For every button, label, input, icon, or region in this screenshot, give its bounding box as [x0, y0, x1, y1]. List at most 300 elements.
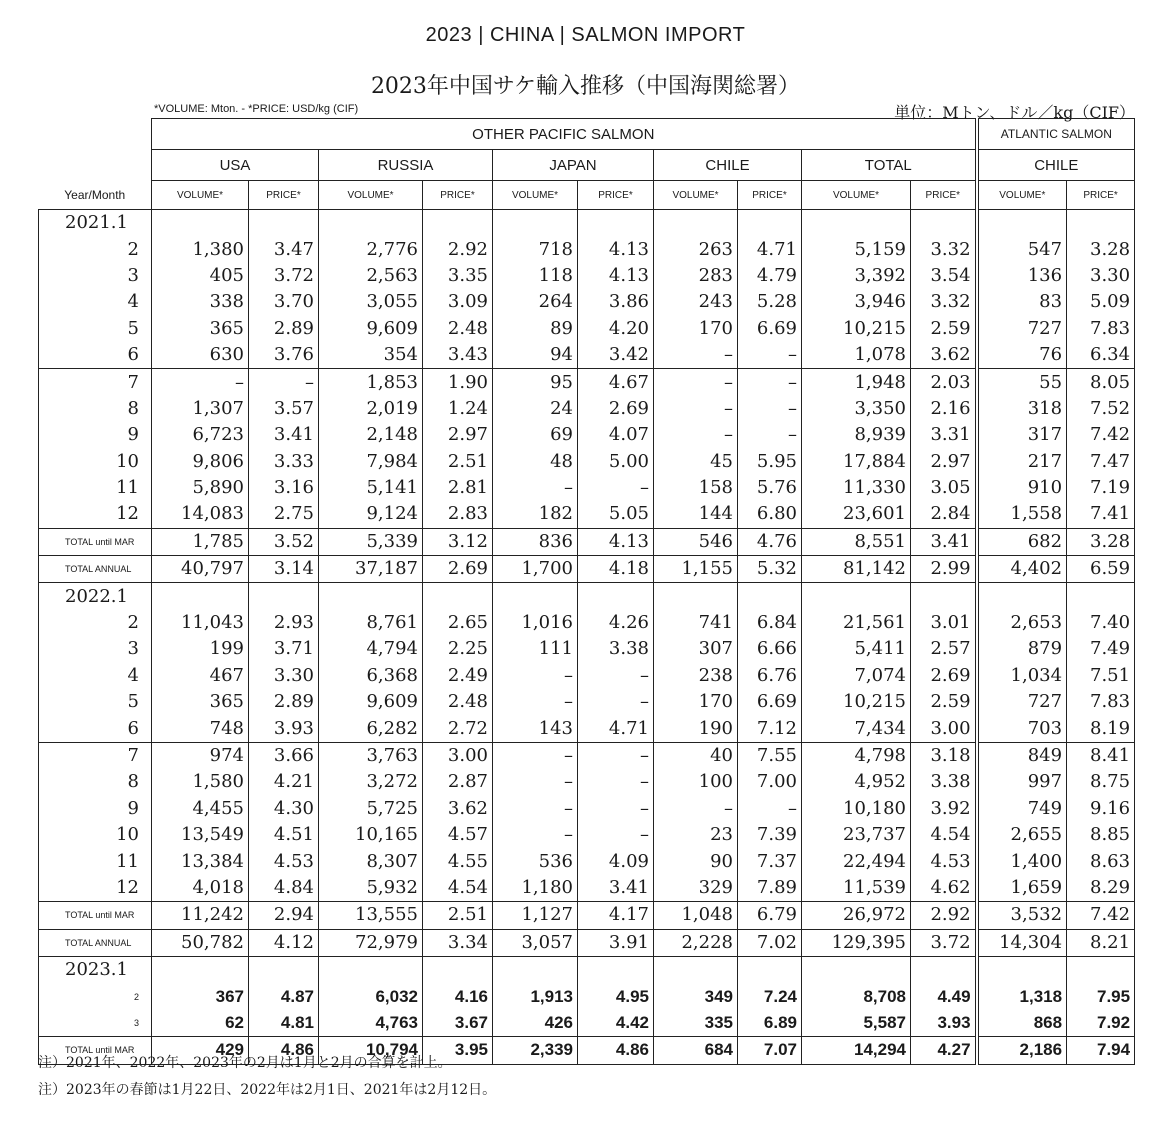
- price-cell: [1067, 956, 1135, 983]
- price-cell: –: [738, 396, 802, 422]
- volume-cell: 1,400: [977, 848, 1067, 874]
- price-cell: 3.35: [423, 263, 493, 289]
- price-cell: 4.42: [578, 1010, 654, 1037]
- price-cell: 3.16: [249, 475, 319, 501]
- volume-cell: –: [493, 769, 578, 795]
- volume-cell: 749: [977, 796, 1067, 822]
- volume-cell: 703: [977, 715, 1067, 742]
- volume-cell: 48: [493, 449, 578, 475]
- price-cell: [249, 583, 319, 610]
- price-cell: [578, 956, 654, 983]
- price-cell: 2.81: [423, 475, 493, 501]
- volume-cell: 718: [493, 236, 578, 262]
- price-cell: 6.59: [1067, 556, 1135, 583]
- header-volume: VOLUME*: [654, 181, 738, 210]
- price-cell: 7.51: [1067, 663, 1135, 689]
- volume-cell: 45: [654, 449, 738, 475]
- table-row: [39, 689, 1135, 715]
- volume-cell: 405: [152, 263, 249, 289]
- volume-cell: 243: [654, 289, 738, 315]
- price-cell: 8.41: [1067, 742, 1135, 769]
- volume-cell: 8,761: [319, 610, 423, 636]
- table-row: [39, 636, 1135, 662]
- price-cell: –: [578, 663, 654, 689]
- price-cell: 2.83: [423, 501, 493, 528]
- table-row: [39, 956, 1135, 983]
- table-row: [39, 983, 1135, 1009]
- volume-cell: 11,242: [152, 902, 249, 929]
- volume-cell: 23: [654, 822, 738, 848]
- price-cell: 3.43: [423, 342, 493, 369]
- price-cell: 7.12: [738, 715, 802, 742]
- price-cell: 2.65: [423, 610, 493, 636]
- price-cell: [423, 210, 493, 237]
- price-cell: 6.80: [738, 501, 802, 528]
- row-label: 8: [39, 396, 152, 422]
- volume-cell: 1,034: [977, 663, 1067, 689]
- volume-cell: 836: [493, 528, 578, 555]
- price-cell: 3.42: [578, 342, 654, 369]
- price-cell: 2.72: [423, 715, 493, 742]
- header-price: PRICE*: [738, 181, 802, 210]
- price-cell: [578, 583, 654, 610]
- price-cell: 2.51: [423, 902, 493, 929]
- price-cell: 4.13: [578, 528, 654, 555]
- price-cell: 8.21: [1067, 929, 1135, 956]
- price-cell: 7.07: [738, 1037, 802, 1064]
- price-cell: 3.95: [423, 1037, 493, 1064]
- price-cell: 2.97: [911, 449, 977, 475]
- price-cell: 2.99: [911, 556, 977, 583]
- volume-cell: 158: [654, 475, 738, 501]
- volume-cell: 6,032: [319, 983, 423, 1009]
- row-label: 12: [39, 875, 152, 902]
- price-cell: [423, 956, 493, 983]
- price-cell: 8.19: [1067, 715, 1135, 742]
- volume-cell: 26,972: [802, 902, 911, 929]
- price-cell: 5.00: [578, 449, 654, 475]
- row-label: 10: [39, 822, 152, 848]
- volume-cell: 3,055: [319, 289, 423, 315]
- volume-cell: 76: [977, 342, 1067, 369]
- volume-cell: 14,083: [152, 501, 249, 528]
- volume-cell: 10,215: [802, 316, 911, 342]
- volume-cell: 13,549: [152, 822, 249, 848]
- price-cell: 4.53: [249, 848, 319, 874]
- price-cell: 7.52: [1067, 396, 1135, 422]
- volume-cell: 367: [152, 983, 249, 1009]
- volume-cell: 682: [977, 528, 1067, 555]
- volume-cell: [152, 210, 249, 237]
- footnotes: [38, 1050, 496, 1104]
- table-row: [39, 556, 1135, 583]
- price-cell: 3.67: [423, 1010, 493, 1037]
- volume-cell: 13,555: [319, 902, 423, 929]
- price-cell: [738, 583, 802, 610]
- price-cell: 3.70: [249, 289, 319, 315]
- volume-cell: 55: [977, 369, 1067, 396]
- price-cell: 4.62: [911, 875, 977, 902]
- price-cell: 4.71: [738, 236, 802, 262]
- price-cell: 7.40: [1067, 610, 1135, 636]
- volume-cell: 190: [654, 715, 738, 742]
- header-group-pacific: OTHER PACIFIC SALMON: [152, 119, 977, 150]
- row-label: 3: [39, 636, 152, 662]
- price-cell: 4.54: [911, 822, 977, 848]
- price-cell: 3.54: [911, 263, 977, 289]
- price-cell: 4.55: [423, 848, 493, 874]
- price-cell: 4.86: [578, 1037, 654, 1064]
- volume-cell: 10,794: [319, 1037, 423, 1064]
- price-cell: 7.41: [1067, 501, 1135, 528]
- price-cell: [423, 583, 493, 610]
- volume-cell: –: [152, 369, 249, 396]
- volume-cell: 4,798: [802, 742, 911, 769]
- row-label: 2021.1: [39, 210, 152, 237]
- price-cell: 6.69: [738, 316, 802, 342]
- volume-cell: 868: [977, 1010, 1067, 1037]
- volume-cell: 5,725: [319, 796, 423, 822]
- row-label: 4: [39, 663, 152, 689]
- price-cell: 3.28: [1067, 528, 1135, 555]
- header-country-chile: CHILE: [654, 150, 802, 181]
- table-row: [39, 1010, 1135, 1037]
- price-cell: 4.16: [423, 983, 493, 1009]
- volume-cell: 199: [152, 636, 249, 662]
- table-row: [39, 796, 1135, 822]
- volume-cell: 1,155: [654, 556, 738, 583]
- volume-cell: 1,180: [493, 875, 578, 902]
- price-cell: 7.95: [1067, 983, 1135, 1009]
- header-country-total: TOTAL: [802, 150, 977, 181]
- price-cell: 7.42: [1067, 422, 1135, 448]
- volume-cell: 546: [654, 528, 738, 555]
- price-cell: 4.51: [249, 822, 319, 848]
- price-cell: 8.85: [1067, 822, 1135, 848]
- table-row: [39, 875, 1135, 902]
- price-cell: 2.57: [911, 636, 977, 662]
- price-cell: 3.41: [249, 422, 319, 448]
- price-cell: 9.16: [1067, 796, 1135, 822]
- volume-cell: 69: [493, 422, 578, 448]
- price-cell: 4.67: [578, 369, 654, 396]
- price-cell: 2.94: [249, 902, 319, 929]
- volume-cell: 9,609: [319, 316, 423, 342]
- volume-cell: 1,380: [152, 236, 249, 262]
- volume-cell: 83: [977, 289, 1067, 315]
- volume-cell: [802, 210, 911, 237]
- price-cell: 1.90: [423, 369, 493, 396]
- price-cell: 7.24: [738, 983, 802, 1009]
- volume-cell: 14,294: [802, 1037, 911, 1064]
- price-cell: 1.24: [423, 396, 493, 422]
- volume-cell: 2,563: [319, 263, 423, 289]
- volume-cell: 14,304: [977, 929, 1067, 956]
- table-row: [39, 769, 1135, 795]
- volume-cell: 3,392: [802, 263, 911, 289]
- price-cell: 4.12: [249, 929, 319, 956]
- row-label: 4: [39, 289, 152, 315]
- table-row: [39, 663, 1135, 689]
- volume-cell: 3,057: [493, 929, 578, 956]
- price-cell: [738, 210, 802, 237]
- volume-cell: 5,890: [152, 475, 249, 501]
- row-label: 5: [39, 689, 152, 715]
- volume-cell: 1,318: [977, 983, 1067, 1009]
- volume-cell: 329: [654, 875, 738, 902]
- volume-cell: 1,659: [977, 875, 1067, 902]
- table-row: [39, 715, 1135, 742]
- volume-cell: 547: [977, 236, 1067, 262]
- volume-cell: 684: [654, 1037, 738, 1064]
- price-cell: 3.76: [249, 342, 319, 369]
- table-row: [39, 610, 1135, 636]
- volume-cell: 467: [152, 663, 249, 689]
- volume-cell: 8,307: [319, 848, 423, 874]
- price-cell: 7.49: [1067, 636, 1135, 662]
- volume-cell: 22,494: [802, 848, 911, 874]
- volume-cell: 879: [977, 636, 1067, 662]
- price-cell: 3.93: [249, 715, 319, 742]
- price-cell: 7.00: [738, 769, 802, 795]
- price-cell: [911, 956, 977, 983]
- row-label: 9: [39, 422, 152, 448]
- price-cell: 2.69: [423, 556, 493, 583]
- row-label: 12: [39, 501, 152, 528]
- volume-cell: 89: [493, 316, 578, 342]
- price-cell: –: [578, 822, 654, 848]
- row-label: 5: [39, 316, 152, 342]
- volume-cell: 23,601: [802, 501, 911, 528]
- price-cell: 4.71: [578, 715, 654, 742]
- price-cell: 4.76: [738, 528, 802, 555]
- volume-cell: 974: [152, 742, 249, 769]
- volume-cell: 10,165: [319, 822, 423, 848]
- row-label: 2023.1: [39, 956, 152, 983]
- price-cell: 7.19: [1067, 475, 1135, 501]
- volume-cell: 727: [977, 316, 1067, 342]
- header-price: PRICE*: [249, 181, 319, 210]
- price-cell: 4.84: [249, 875, 319, 902]
- volume-cell: 37,187: [319, 556, 423, 583]
- price-cell: 3.00: [423, 742, 493, 769]
- volume-cell: 13,384: [152, 848, 249, 874]
- row-label: 11: [39, 848, 152, 874]
- volume-cell: 1,127: [493, 902, 578, 929]
- price-cell: 4.53: [911, 848, 977, 874]
- price-cell: 3.38: [578, 636, 654, 662]
- price-cell: [911, 210, 977, 237]
- volume-cell: 10,180: [802, 796, 911, 822]
- price-cell: 2.89: [249, 689, 319, 715]
- price-cell: 4.13: [578, 263, 654, 289]
- volume-cell: [152, 583, 249, 610]
- volume-cell: 3,946: [802, 289, 911, 315]
- volume-cell: 10,215: [802, 689, 911, 715]
- volume-cell: 8,708: [802, 983, 911, 1009]
- volume-cell: 536: [493, 848, 578, 874]
- header-price: PRICE*: [423, 181, 493, 210]
- volume-cell: 11,539: [802, 875, 911, 902]
- price-cell: 4.57: [423, 822, 493, 848]
- volume-cell: 1,785: [152, 528, 249, 555]
- price-cell: 4.49: [911, 983, 977, 1009]
- price-cell: 3.14: [249, 556, 319, 583]
- volume-cell: 1,580: [152, 769, 249, 795]
- volume-cell: 24: [493, 396, 578, 422]
- volume-cell: 317: [977, 422, 1067, 448]
- price-cell: 4.30: [249, 796, 319, 822]
- volume-cell: 3,532: [977, 902, 1067, 929]
- volume-cell: 2,655: [977, 822, 1067, 848]
- header-group-atlantic: ATLANTIC SALMON: [977, 119, 1135, 150]
- table-row: [39, 316, 1135, 342]
- volume-cell: 5,159: [802, 236, 911, 262]
- price-cell: 8.29: [1067, 875, 1135, 902]
- price-cell: 3.91: [578, 929, 654, 956]
- volume-cell: 72,979: [319, 929, 423, 956]
- row-label: 3: [39, 1010, 152, 1037]
- volume-cell: [654, 583, 738, 610]
- table-row: [39, 742, 1135, 769]
- header-volume: VOLUME*: [152, 181, 249, 210]
- header-price: PRICE*: [911, 181, 977, 210]
- volume-cell: 9,124: [319, 501, 423, 528]
- volume-cell: 143: [493, 715, 578, 742]
- volume-cell: 8,939: [802, 422, 911, 448]
- price-cell: 4.18: [578, 556, 654, 583]
- volume-cell: 95: [493, 369, 578, 396]
- row-label: 7: [39, 369, 152, 396]
- table-row: [39, 929, 1135, 956]
- header-volume: VOLUME*: [977, 181, 1067, 210]
- price-cell: 8.75: [1067, 769, 1135, 795]
- row-label: TOTAL until MAR: [39, 528, 152, 555]
- price-cell: 7.47: [1067, 449, 1135, 475]
- volume-cell: 1,948: [802, 369, 911, 396]
- row-label: 8: [39, 769, 152, 795]
- price-cell: 4.17: [578, 902, 654, 929]
- price-cell: 2.84: [911, 501, 977, 528]
- volume-cell: –: [654, 369, 738, 396]
- price-cell: 2.59: [911, 316, 977, 342]
- table-row: [39, 236, 1135, 262]
- price-cell: 3.31: [911, 422, 977, 448]
- volume-cell: 2,228: [654, 929, 738, 956]
- volume-cell: 4,455: [152, 796, 249, 822]
- volume-cell: 318: [977, 396, 1067, 422]
- row-label: 2: [39, 983, 152, 1009]
- price-cell: 6.76: [738, 663, 802, 689]
- row-label: 2022.1: [39, 583, 152, 610]
- price-cell: –: [738, 422, 802, 448]
- volume-cell: [319, 210, 423, 237]
- price-cell: 5.76: [738, 475, 802, 501]
- volume-cell: 365: [152, 689, 249, 715]
- price-cell: 5.09: [1067, 289, 1135, 315]
- price-cell: 2.92: [423, 236, 493, 262]
- volume-cell: 2,148: [319, 422, 423, 448]
- price-cell: 2.49: [423, 663, 493, 689]
- volume-cell: 1,913: [493, 983, 578, 1009]
- price-cell: 4.81: [249, 1010, 319, 1037]
- price-cell: [738, 956, 802, 983]
- row-label: 7: [39, 742, 152, 769]
- price-cell: 4.27: [911, 1037, 977, 1064]
- volume-cell: 5,411: [802, 636, 911, 662]
- volume-cell: 40,797: [152, 556, 249, 583]
- price-cell: 3.05: [911, 475, 977, 501]
- volume-cell: 910: [977, 475, 1067, 501]
- volume-cell: 5,587: [802, 1010, 911, 1037]
- volume-cell: –: [493, 689, 578, 715]
- volume-cell: 338: [152, 289, 249, 315]
- price-cell: 3.41: [911, 528, 977, 555]
- price-cell: –: [578, 742, 654, 769]
- price-cell: –: [249, 369, 319, 396]
- price-cell: 7.02: [738, 929, 802, 956]
- volume-cell: 144: [654, 501, 738, 528]
- volume-cell: 111: [493, 636, 578, 662]
- price-cell: 5.28: [738, 289, 802, 315]
- volume-cell: 263: [654, 236, 738, 262]
- header-country-usa: USA: [152, 150, 319, 181]
- volume-cell: –: [493, 796, 578, 822]
- price-cell: 3.93: [911, 1010, 977, 1037]
- price-cell: 6.84: [738, 610, 802, 636]
- volume-cell: 1,048: [654, 902, 738, 929]
- price-cell: 7.94: [1067, 1037, 1135, 1064]
- volume-cell: 5,932: [319, 875, 423, 902]
- unit-note-japanese: 単位：Mトン、ドル／kg（CIF）: [894, 103, 1135, 122]
- price-cell: –: [738, 342, 802, 369]
- price-cell: 2.03: [911, 369, 977, 396]
- volume-cell: 1,307: [152, 396, 249, 422]
- volume-cell: 90: [654, 848, 738, 874]
- footnote: 注）2021年、2022年、2023年の2月は1月と2月の合算を計上。: [38, 1055, 452, 1071]
- volume-cell: 2,019: [319, 396, 423, 422]
- table-row: [39, 475, 1135, 501]
- volume-cell: [152, 956, 249, 983]
- price-cell: 2.92: [911, 902, 977, 929]
- price-cell: –: [578, 475, 654, 501]
- price-cell: 3.12: [423, 528, 493, 555]
- price-cell: [249, 210, 319, 237]
- volume-cell: 100: [654, 769, 738, 795]
- volume-cell: 1,853: [319, 369, 423, 396]
- table-body: [39, 210, 1135, 1065]
- price-cell: 2.93: [249, 610, 319, 636]
- price-cell: 8.05: [1067, 369, 1135, 396]
- price-cell: 2.69: [578, 396, 654, 422]
- volume-cell: 9,609: [319, 689, 423, 715]
- price-cell: 3.47: [249, 236, 319, 262]
- price-cell: 7.39: [738, 822, 802, 848]
- header-corner-2: [39, 150, 152, 181]
- volume-cell: [977, 956, 1067, 983]
- volume-cell: 2,776: [319, 236, 423, 262]
- price-cell: 6.79: [738, 902, 802, 929]
- price-cell: [578, 210, 654, 237]
- volume-cell: 1,558: [977, 501, 1067, 528]
- volume-cell: 741: [654, 610, 738, 636]
- table-row: [39, 263, 1135, 289]
- price-cell: 4.09: [578, 848, 654, 874]
- row-label: 2: [39, 610, 152, 636]
- volume-cell: [977, 210, 1067, 237]
- table-row: [39, 369, 1135, 396]
- price-cell: 4.13: [578, 236, 654, 262]
